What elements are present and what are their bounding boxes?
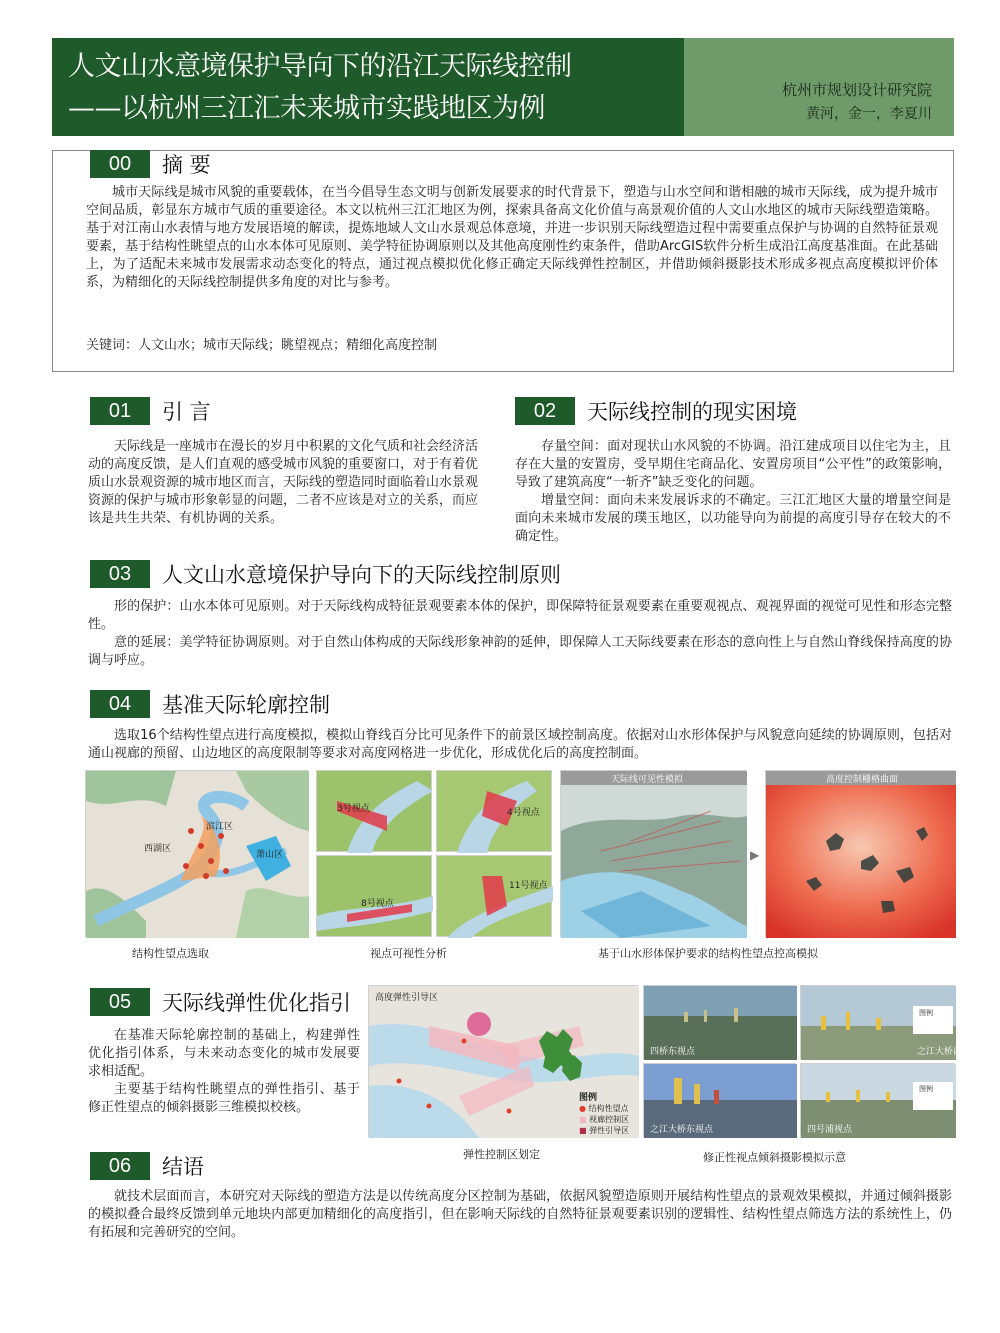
- header-info-box: [684, 38, 954, 136]
- legend-item-elastic: ■ 弹性引导区: [579, 1126, 630, 1135]
- legend-item-corridor: ■ 视廊控制区: [579, 1115, 630, 1124]
- view-panel-8: [316, 855, 432, 937]
- institute-name: 杭州市规划设计研究院: [781, 81, 932, 99]
- section-03-text-2: 意的延展：美学特征协调原则。对于自然山体构成的天际线形象神韵的延伸，即保障人工天际线要素在形态的意向性上与自然山脊线保持高度的协调与呼应。: [88, 635, 952, 668]
- section-number: 05: [90, 988, 150, 1016]
- section-title: 天际线控制的现实困境: [587, 400, 797, 424]
- section-06-body: [88, 1188, 952, 1242]
- section-01-text: 天际线是一座城市在漫长的岁月中积累的文化气质和社会经济活动的高度反馈，是人们直观的感受城市风貌的重要窗口，对于有着优质山水景观资源的城市地区而言，天际线的塑造同时面临着山水景观资源的保护与城市形象彰显的问题，二者不应该是对立的关系，而应该是共生共荣、有机协调的关系。: [88, 439, 479, 526]
- view-label-11: 11号视点: [509, 881, 548, 891]
- section-01-heading: [90, 397, 211, 425]
- oblique-photography-grid: [643, 985, 981, 1137]
- view-panel-11: [436, 855, 552, 937]
- section-title: 基准天际轮廓控制: [162, 693, 330, 717]
- fig-caption-viewpoint-selection: 结构性望点选取: [132, 947, 209, 960]
- abstract-body: [86, 184, 938, 292]
- section-03-text-1: 形的保护：山水本体可见原则。对于天际线构成特征景观要素本体的保护，即保障特征景观要素在重要观视点、观视界面的视觉可见性和形态完整性。: [88, 599, 952, 632]
- view-panel-3: [316, 770, 432, 852]
- skyline-visibility-simulation: [560, 770, 746, 937]
- section-05-text-2: 主要基于结构性眺望点的弹性指引、基于修正性望点的倾斜摄影三维模拟校核。: [88, 1082, 360, 1115]
- view-label-8: 8号视点: [361, 899, 394, 909]
- fig-caption-elastic-zone: 弹性控制区划定: [463, 1148, 540, 1161]
- view-label-4: 4号视点: [507, 808, 540, 818]
- section-title: 摘 要: [162, 153, 211, 177]
- section-04-text: 选取16个结构性望点进行高度模拟，模拟山脊线百分比可见条件下的前景区域控制高度。依据对山水形体保护与风貌意向延续的协调原则，包括对通山视廊的预留、山边地区的高度限制等要求对高度网格进一步优化，形成优化后的高度控制面。: [88, 728, 952, 761]
- section-number: 04: [90, 690, 150, 718]
- fig-caption-oblique-simulation: 修正性视点倾斜摄影模拟示意: [703, 1151, 846, 1164]
- photo-panel-1: [643, 985, 796, 1059]
- section-title: 天际线弹性优化指引: [162, 991, 351, 1015]
- section-02-text-1: 存量空间：面对现状山水风貌的不协调。沿江建成项目以住宅为主，且存在大量的安置房，受早期住宅商品化、安置房项目“公平性”的政策影响，导致了建筑高度“一斩齐”缺乏变化的问题。: [515, 439, 951, 490]
- photo-label-4: 四号浦视点: [807, 1125, 853, 1135]
- photo-label-1: 四桥东视点: [650, 1047, 696, 1057]
- section-06-text: 就技术层面而言，本研究对天际线的塑造方法是以传统高度分区控制为基础，依据风貌塑造原则开展结构性望点的景观效果模拟，并通过倾斜摄影的模拟叠合最终反馈到单元地块内部更加精细化的高度指引，但在影响天际线的自然特征景观要素识别的逻辑性、结构性望点筛选方法的系统性上，仍有拓展和完善研究的空间。: [88, 1189, 952, 1240]
- map-label-binjiang: 滨江区: [206, 822, 234, 832]
- section-title: 人文山水意境保护导向下的天际线控制原则: [162, 563, 561, 587]
- section-number: 03: [90, 560, 150, 588]
- abstract-keywords: 关键词：人文山水；城市天际线；眺望视点；精细化高度控制: [86, 338, 438, 353]
- legend-item-viewpoint: ● 结构性望点: [579, 1104, 629, 1113]
- section-01-body: [88, 438, 478, 528]
- title-line-1: 人文山水意境保护导向下的沿江天际线控制: [68, 51, 572, 82]
- section-03-body: [88, 598, 952, 670]
- photo-label-2: 之江大桥西视点: [917, 1047, 981, 1057]
- height-control-surface: [765, 770, 955, 937]
- sim-label-visibility: 天际线可见性模拟: [611, 775, 684, 785]
- elastic-control-zone-map: [368, 985, 638, 1137]
- section-06-heading: [90, 1152, 204, 1180]
- elastic-map-label: 高度弹性引导区: [375, 993, 439, 1003]
- map-label-xiaoshan: 萧山区: [256, 850, 284, 860]
- view-label-3: 3号视点: [337, 804, 370, 814]
- view-panel-4: [436, 770, 552, 852]
- arrow-icon: ▶: [750, 848, 760, 862]
- section-04-body: [88, 727, 952, 763]
- legend-title: 图例: [579, 1093, 598, 1103]
- photo-panel-2: [800, 985, 981, 1059]
- section-04-heading: [90, 690, 330, 718]
- section-03-heading: [90, 560, 561, 588]
- section-number: 02: [515, 397, 575, 425]
- section-05-body: [88, 1027, 360, 1117]
- section-05-text-1: 在基准天际轮廓控制的基础上，构建弹性优化指引体系，与未来动态变化的城市发展要求相适配。: [88, 1028, 360, 1079]
- photo-panel-4: [800, 1063, 955, 1137]
- photo-legend-2: 图例: [919, 1085, 933, 1093]
- section-02-body: [515, 438, 951, 546]
- fig-caption-height-simulation: 基于山水形体保护要求的结构性望点控高模拟: [598, 947, 818, 960]
- author-names: 黄河，金一，李夏川: [806, 106, 932, 122]
- viewpoint-visibility-grid: [316, 770, 552, 937]
- photo-panel-3: [643, 1063, 796, 1137]
- abstract-heading: [90, 150, 211, 178]
- abstract-text: 城市天际线是城市风貌的重要载体，在当今倡导生态文明与创新发展要求的时代背景下，塑造与山水空间和谐相融的城市天际线，成为提升城市空间品质，彰显东方城市气质的重要途径。本文以杭州三江汇地区为例，探索具备高文化价值与高景观价值的人文山水地区的城市天际线塑造策略。基于对江南山水表情与地方发展语境的解读，提炼地域人文山水景观总体意境，并进一步识别天际线塑造过程中需要重点保护与协调的自然特征景观要素，基于结构性眺望点的山水本体可见原则、美学特征协调原则以及其他高度刚性约束条件，借助ArcGIS软件分析生成沿江高度基准面。在此基础上，为了适配未来城市发展需求动态变化的特点，通过视点模拟优化修正确定天际线弹性控制区，并借助倾斜摄影技术形成多视点高度模拟评价体系，为精细化的天际线控制提供多角度的对比与参考。: [86, 185, 938, 290]
- structural-viewpoint-map: [85, 770, 308, 937]
- section-02-text-2: 增量空间：面向未来发展诉求的不确定。三江汇地区大量的增量空间是面向未来城市发展的璞玉地区，以功能导向为前提的高度引导存在较大的不确定性。: [515, 493, 951, 544]
- photo-legend-1: 图例: [919, 1009, 933, 1017]
- fig-caption-visibility-analysis: 视点可视性分析: [370, 947, 447, 960]
- sim-label-height-surface: 高度控制栅格曲面: [826, 775, 899, 785]
- section-number: 01: [90, 397, 150, 425]
- title-line-2: ——以杭州三江汇未来城市实践地区为例: [68, 93, 545, 124]
- section-02-heading: [515, 397, 797, 425]
- map-label-xihu: 西湖区: [144, 844, 172, 854]
- section-title: 结语: [162, 1155, 204, 1179]
- elastic-map-legend: [579, 1090, 635, 1136]
- section-title: 引 言: [162, 400, 211, 424]
- section-05-heading: [90, 988, 351, 1016]
- section-number: 00: [90, 150, 150, 178]
- section-number: 06: [90, 1152, 150, 1180]
- header-title-box: [52, 38, 684, 136]
- photo-label-3: 之江大桥东视点: [650, 1125, 714, 1135]
